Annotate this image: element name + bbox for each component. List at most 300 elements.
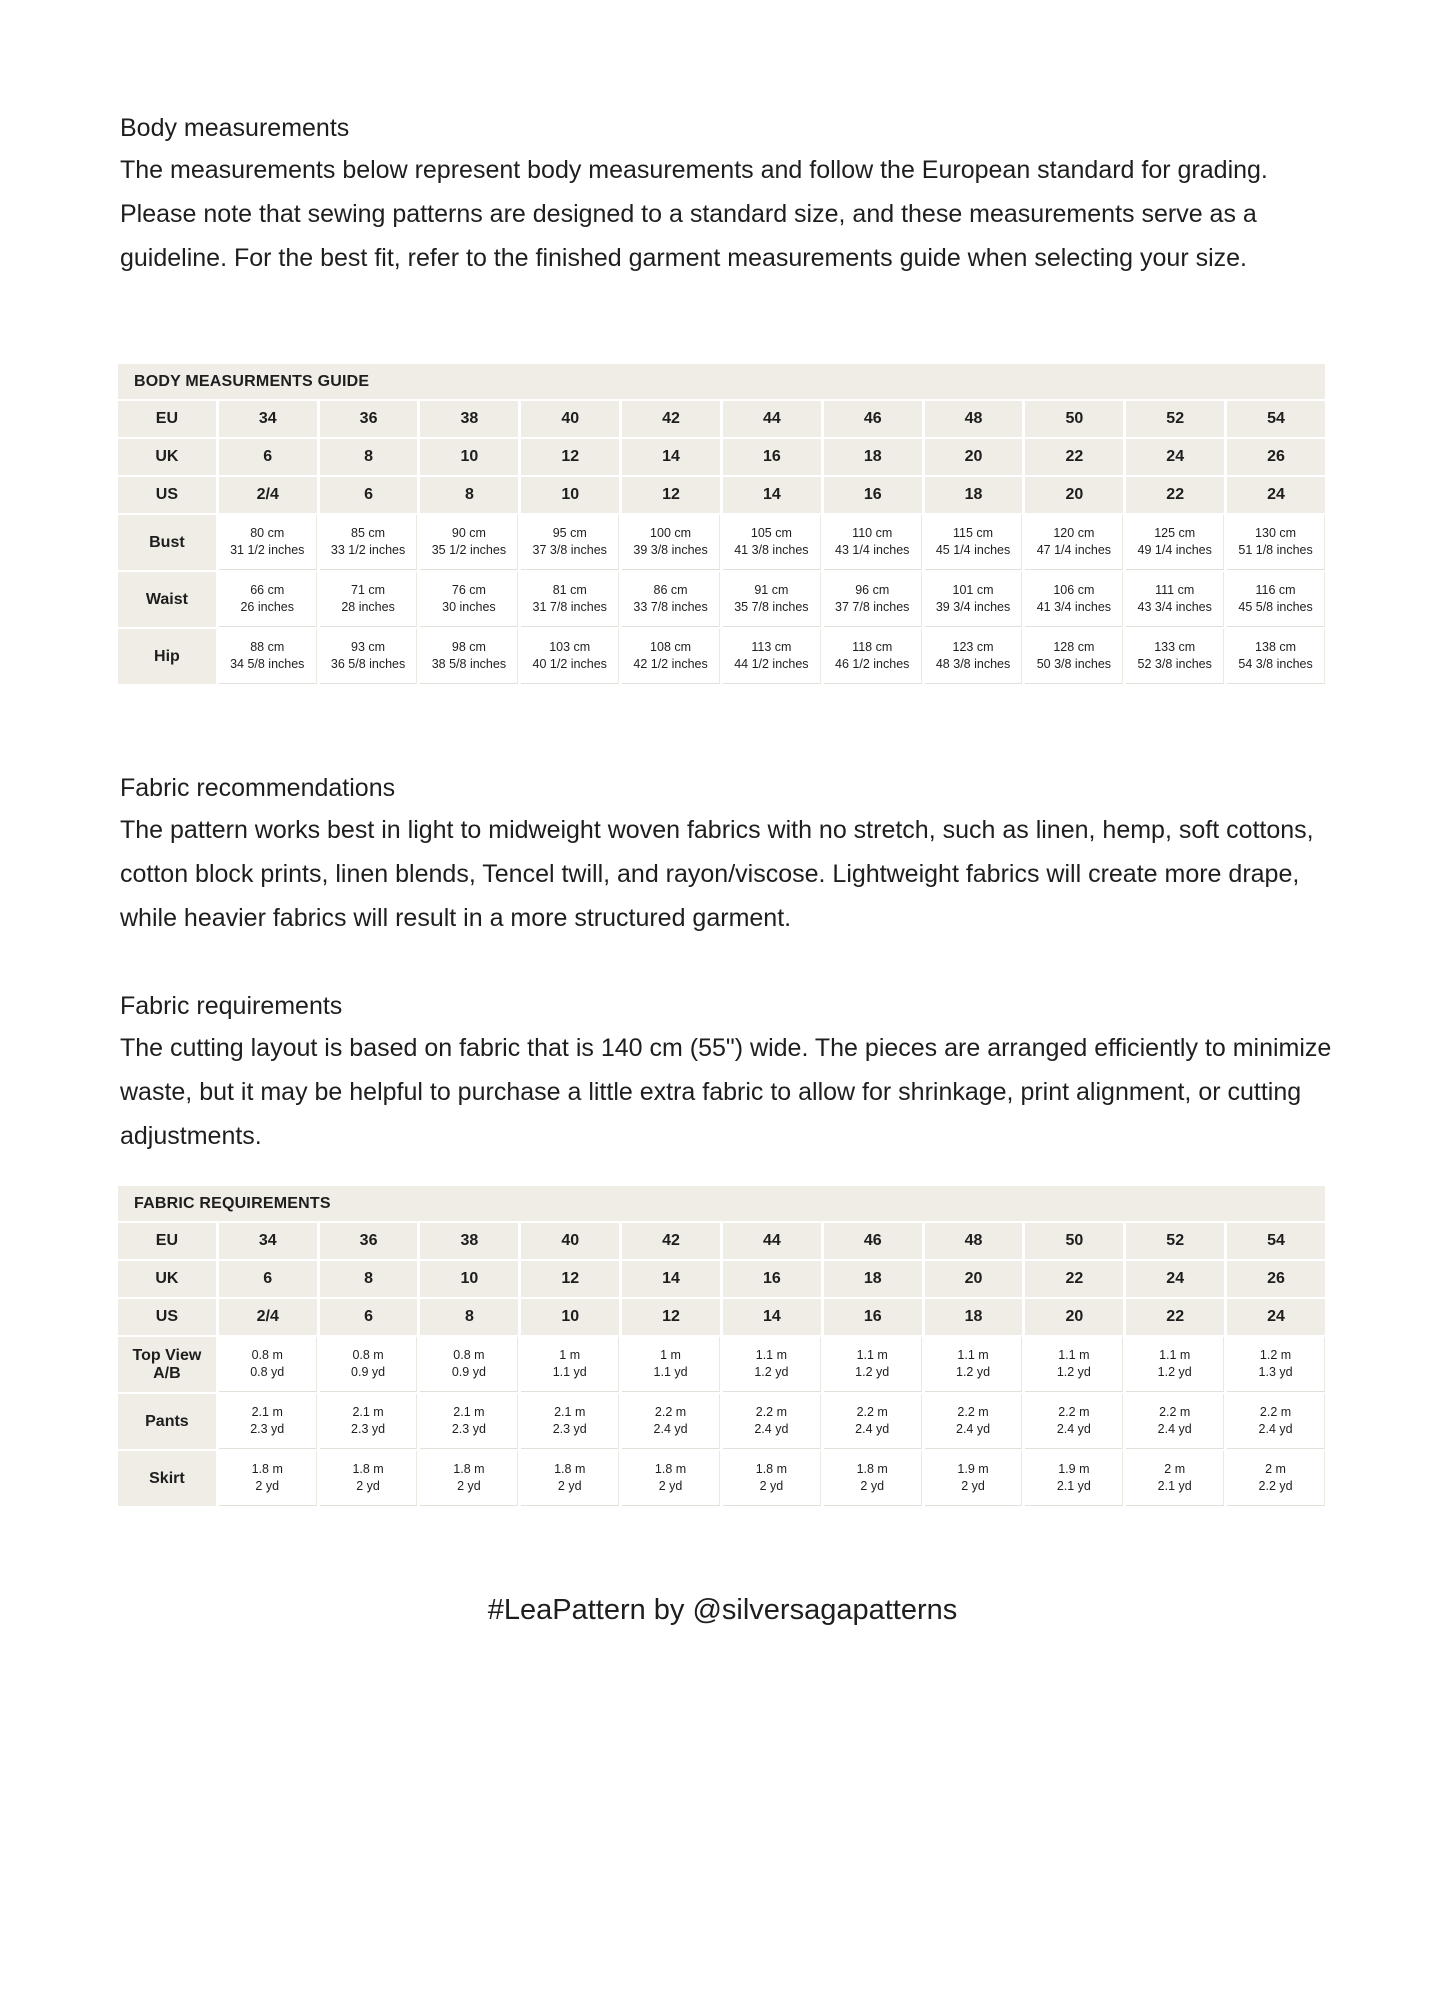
size-cell: 36 bbox=[320, 1223, 418, 1259]
metric-value: 106 cm bbox=[1053, 583, 1095, 597]
measurement-cell bbox=[1025, 572, 1123, 627]
size-row-eu bbox=[118, 401, 1325, 437]
row-label: Top View A/B bbox=[118, 1337, 216, 1392]
size-cell: 6 bbox=[320, 477, 418, 513]
imperial-value: 2.4 yd bbox=[653, 1422, 688, 1436]
size-cell: 34 bbox=[219, 401, 317, 437]
size-cell: 42 bbox=[622, 1223, 720, 1259]
metric-value: 130 cm bbox=[1255, 526, 1297, 540]
imperial-value: 0.8 yd bbox=[250, 1365, 285, 1379]
measurement-cell bbox=[1025, 1394, 1123, 1449]
size-cell: 10 bbox=[521, 1299, 619, 1335]
size-cell: 2/4 bbox=[219, 1299, 317, 1335]
size-cell: 14 bbox=[622, 1261, 720, 1297]
metric-value: 118 cm bbox=[852, 640, 893, 654]
metric-value: 110 cm bbox=[852, 526, 893, 540]
metric-value: 1.1 m bbox=[755, 1348, 788, 1362]
measure-row-bust bbox=[118, 515, 1325, 570]
measurement-cell bbox=[320, 1337, 418, 1392]
measurement-cell bbox=[824, 629, 922, 684]
metric-value: 1.8 m bbox=[755, 1462, 788, 1476]
size-cell: 6 bbox=[219, 1261, 317, 1297]
measurement-cell bbox=[219, 1451, 317, 1506]
metric-value: 86 cm bbox=[653, 583, 688, 597]
row-label: UK bbox=[118, 439, 216, 475]
measurement-cell bbox=[1025, 1451, 1123, 1506]
size-cell: 20 bbox=[1025, 1299, 1123, 1335]
imperial-value: 2 yd bbox=[557, 1479, 582, 1493]
measurement-cell bbox=[1126, 515, 1224, 570]
imperial-value: 26 inches bbox=[240, 600, 294, 614]
size-row-uk bbox=[118, 1261, 1325, 1297]
imperial-value: 2.3 yd bbox=[552, 1422, 587, 1436]
measurement-cell bbox=[925, 515, 1023, 570]
imperial-value: 1.2 yd bbox=[754, 1365, 789, 1379]
size-cell: 14 bbox=[723, 477, 821, 513]
imperial-value: 38 5/8 inches bbox=[431, 657, 507, 671]
metric-value: 1.1 m bbox=[957, 1348, 989, 1362]
imperial-value: 2 yd bbox=[356, 1479, 380, 1493]
imperial-value: 0.9 yd bbox=[451, 1365, 486, 1379]
metric-value: 2.2 m bbox=[755, 1405, 788, 1419]
imperial-value: 51 1/8 inches bbox=[1238, 543, 1313, 557]
imperial-value: 47 1/4 inches bbox=[1036, 543, 1112, 557]
metric-value: 1.9 m bbox=[957, 1462, 989, 1476]
imperial-value: 1.2 yd bbox=[855, 1365, 890, 1379]
size-cell: 16 bbox=[723, 1261, 821, 1297]
metric-value: 133 cm bbox=[1154, 640, 1196, 654]
footer-hashtag: #LeaPattern by @silversagapatterns bbox=[487, 1594, 958, 1626]
size-cell: 8 bbox=[320, 439, 418, 475]
measurement-cell bbox=[622, 1394, 720, 1449]
metric-value: 2.1 m bbox=[251, 1405, 283, 1419]
row-label: Skirt bbox=[118, 1451, 216, 1506]
measurement-cell bbox=[723, 515, 821, 570]
imperial-value: 28 inches bbox=[341, 600, 395, 614]
measurement-cell bbox=[420, 629, 518, 684]
metric-value: 1.8 m bbox=[453, 1462, 485, 1476]
row-label: EU bbox=[118, 401, 216, 437]
size-cell: 16 bbox=[824, 477, 922, 513]
size-cell: 6 bbox=[320, 1299, 418, 1335]
imperial-value: 2 yd bbox=[457, 1479, 481, 1493]
imperial-value: 40 1/2 inches bbox=[532, 657, 607, 671]
metric-value: 80 cm bbox=[250, 526, 285, 540]
metric-value: 101 cm bbox=[952, 583, 994, 597]
size-cell: 50 bbox=[1025, 401, 1123, 437]
imperial-value: 2.4 yd bbox=[754, 1422, 789, 1436]
size-cell: 12 bbox=[521, 439, 619, 475]
imperial-value: 41 3/8 inches bbox=[734, 543, 809, 557]
metric-value: 103 cm bbox=[549, 640, 591, 654]
size-cell: 14 bbox=[622, 439, 720, 475]
size-cell: 44 bbox=[723, 1223, 821, 1259]
measurement-cell bbox=[1126, 572, 1224, 627]
size-cell: 26 bbox=[1227, 439, 1325, 475]
size-cell: 36 bbox=[320, 401, 418, 437]
size-cell: 38 bbox=[420, 401, 518, 437]
imperial-value: 35 7/8 inches bbox=[734, 600, 809, 614]
measurement-cell bbox=[521, 515, 619, 570]
metric-value: 138 cm bbox=[1255, 640, 1297, 654]
imperial-value: 1.2 yd bbox=[1056, 1365, 1091, 1379]
body-measurements-table bbox=[115, 362, 1328, 686]
measurement-cell bbox=[521, 1394, 619, 1449]
size-cell: 8 bbox=[420, 477, 518, 513]
imperial-value: 2 yd bbox=[759, 1479, 784, 1493]
imperial-value: 49 1/4 inches bbox=[1137, 543, 1212, 557]
metric-value: 81 cm bbox=[552, 583, 587, 597]
metric-value: 123 cm bbox=[952, 640, 994, 654]
size-cell: 52 bbox=[1126, 1223, 1224, 1259]
size-cell: 44 bbox=[723, 401, 821, 437]
size-cell: 18 bbox=[925, 477, 1023, 513]
measurement-cell bbox=[925, 572, 1023, 627]
imperial-value: 36 5/8 inches bbox=[330, 657, 406, 671]
measurement-cell bbox=[420, 572, 518, 627]
measurement-cell bbox=[1227, 515, 1325, 570]
imperial-value: 2 yd bbox=[860, 1479, 885, 1493]
metric-value: 113 cm bbox=[751, 640, 792, 654]
measurement-cell bbox=[219, 515, 317, 570]
size-cell: 2/4 bbox=[219, 477, 317, 513]
measurement-cell bbox=[521, 572, 619, 627]
imperial-value: 50 3/8 inches bbox=[1036, 657, 1112, 671]
size-cell: 54 bbox=[1227, 401, 1325, 437]
size-cell: 20 bbox=[925, 439, 1023, 475]
row-label: US bbox=[118, 477, 216, 513]
body-measurements-heading: Body measurements bbox=[120, 114, 350, 142]
measurement-cell bbox=[219, 1337, 317, 1392]
imperial-value: 44 1/2 inches bbox=[734, 657, 809, 671]
measurement-cell bbox=[622, 1451, 720, 1506]
measurement-cell bbox=[824, 1451, 922, 1506]
imperial-value: 43 1/4 inches bbox=[835, 543, 910, 557]
metric-value: 128 cm bbox=[1053, 640, 1095, 654]
measurement-cell bbox=[723, 1394, 821, 1449]
metric-value: 2.1 m bbox=[554, 1405, 586, 1419]
body-measurements-section bbox=[120, 112, 1345, 280]
row-label: Pants bbox=[118, 1394, 216, 1449]
measurement-cell bbox=[723, 1337, 821, 1392]
imperial-value: 2.3 yd bbox=[351, 1422, 386, 1436]
size-cell: 48 bbox=[925, 1223, 1023, 1259]
size-cell: 24 bbox=[1126, 1261, 1224, 1297]
imperial-value: 1.1 yd bbox=[653, 1365, 688, 1379]
size-cell: 38 bbox=[420, 1223, 518, 1259]
measurement-cell bbox=[219, 572, 317, 627]
imperial-value: 2 yd bbox=[658, 1479, 683, 1493]
metric-value: 1.2 m bbox=[1259, 1348, 1292, 1362]
imperial-value: 2.3 yd bbox=[451, 1422, 486, 1436]
metric-value: 0.8 m bbox=[251, 1348, 283, 1362]
metric-value: 1.9 m bbox=[1058, 1462, 1090, 1476]
imperial-value: 2.4 yd bbox=[1157, 1422, 1192, 1436]
size-row-us bbox=[118, 477, 1325, 513]
size-cell: 40 bbox=[521, 1223, 619, 1259]
measurement-cell bbox=[1025, 515, 1123, 570]
imperial-value: 45 5/8 inches bbox=[1238, 600, 1313, 614]
size-cell: 34 bbox=[219, 1223, 317, 1259]
metric-value: 1.1 m bbox=[856, 1348, 888, 1362]
size-cell: 8 bbox=[320, 1261, 418, 1297]
imperial-value: 2.4 yd bbox=[1056, 1422, 1091, 1436]
size-row-us bbox=[118, 1299, 1325, 1335]
size-cell: 10 bbox=[521, 477, 619, 513]
size-cell: 22 bbox=[1025, 1261, 1123, 1297]
imperial-value: 2 yd bbox=[255, 1479, 280, 1493]
size-cell: 6 bbox=[219, 439, 317, 475]
measurement-cell bbox=[622, 572, 720, 627]
measurement-cell bbox=[320, 572, 418, 627]
metric-value: 2.2 m bbox=[957, 1405, 989, 1419]
imperial-value: 2 yd bbox=[961, 1479, 985, 1493]
metric-value: 115 cm bbox=[953, 526, 994, 540]
imperial-value: 33 1/2 inches bbox=[330, 543, 406, 557]
metric-value: 2.1 m bbox=[352, 1405, 384, 1419]
measurement-cell bbox=[925, 629, 1023, 684]
metric-value: 0.8 m bbox=[352, 1348, 384, 1362]
size-cell: 8 bbox=[420, 1299, 518, 1335]
size-cell: 22 bbox=[1126, 477, 1224, 513]
imperial-value: 1.1 yd bbox=[552, 1365, 587, 1379]
metric-value: 2 m bbox=[1265, 1462, 1286, 1476]
metric-value: 96 cm bbox=[855, 583, 890, 597]
measurement-cell bbox=[420, 515, 518, 570]
body-measurements-text: The measurements below represent body measurements and follow the European standard for grading. Please note that sewing patterns are designed to a standard size, and these measurements serve as a guideline. For the best fit, refer to the finished garment measurements guide when selecting your size. bbox=[120, 156, 1268, 272]
metric-value: 2.1 m bbox=[453, 1405, 485, 1419]
metric-value: 111 cm bbox=[1155, 583, 1195, 597]
measurement-cell bbox=[320, 1451, 418, 1506]
size-cell: 24 bbox=[1227, 477, 1325, 513]
imperial-value: 35 1/2 inches bbox=[431, 543, 507, 557]
imperial-value: 2.3 yd bbox=[250, 1422, 285, 1436]
metric-value: 1.1 m bbox=[1159, 1348, 1191, 1362]
imperial-value: 48 3/8 inches bbox=[935, 657, 1011, 671]
metric-value: 98 cm bbox=[451, 640, 486, 654]
measurement-cell bbox=[622, 515, 720, 570]
metric-value: 95 cm bbox=[552, 526, 587, 540]
size-cell: 52 bbox=[1126, 401, 1224, 437]
measurement-cell bbox=[925, 1451, 1023, 1506]
size-cell: 46 bbox=[824, 401, 922, 437]
size-row-eu bbox=[118, 1223, 1325, 1259]
size-cell: 42 bbox=[622, 401, 720, 437]
metric-value: 120 cm bbox=[1053, 526, 1095, 540]
metric-value: 66 cm bbox=[250, 583, 285, 597]
size-cell: 22 bbox=[1126, 1299, 1224, 1335]
size-cell: 50 bbox=[1025, 1223, 1123, 1259]
row-label: US bbox=[118, 1299, 216, 1335]
measurement-cell bbox=[1126, 1337, 1224, 1392]
row-label: Bust bbox=[118, 515, 216, 570]
metric-value: 2 m bbox=[1164, 1462, 1186, 1476]
metric-value: 100 cm bbox=[650, 526, 692, 540]
size-cell: 22 bbox=[1025, 439, 1123, 475]
size-cell: 10 bbox=[420, 1261, 518, 1297]
measurement-cell bbox=[1126, 1394, 1224, 1449]
metric-value: 2.2 m bbox=[654, 1405, 687, 1419]
imperial-value: 34 5/8 inches bbox=[230, 657, 305, 671]
size-cell: 16 bbox=[824, 1299, 922, 1335]
metric-value: 125 cm bbox=[1154, 526, 1196, 540]
measurement-cell bbox=[1227, 572, 1325, 627]
imperial-value: 39 3/4 inches bbox=[935, 600, 1011, 614]
metric-value: 1.8 m bbox=[352, 1462, 384, 1476]
imperial-value: 46 1/2 inches bbox=[835, 657, 910, 671]
metric-value: 91 cm bbox=[754, 583, 789, 597]
imperial-value: 39 3/8 inches bbox=[633, 543, 708, 557]
imperial-value: 41 3/4 inches bbox=[1036, 600, 1112, 614]
imperial-value: 2.4 yd bbox=[855, 1422, 890, 1436]
measurement-cell bbox=[521, 629, 619, 684]
fabric-requirements-section bbox=[120, 990, 1345, 1158]
body-table-title: BODY MEASURMENTS GUIDE bbox=[118, 364, 1325, 399]
measurement-cell bbox=[723, 572, 821, 627]
row-label: UK bbox=[118, 1261, 216, 1297]
imperial-value: 31 7/8 inches bbox=[532, 600, 607, 614]
size-cell: 20 bbox=[1025, 477, 1123, 513]
measurement-cell bbox=[723, 629, 821, 684]
size-cell: 24 bbox=[1227, 1299, 1325, 1335]
row-label: Hip bbox=[118, 629, 216, 684]
fabric-requirements-text: The cutting layout is based on fabric that is 140 cm (55") wide. The pieces are arranged efficiently to minimize waste, but it may be helpful to purchase a little extra fabric to allow for shrinkage, print alignment, or cutting adjustments. bbox=[120, 1034, 1332, 1150]
size-cell: 16 bbox=[723, 439, 821, 475]
metric-value: 1.1 m bbox=[1058, 1348, 1090, 1362]
size-cell: 24 bbox=[1126, 439, 1224, 475]
metric-value: 116 cm bbox=[1255, 583, 1296, 597]
fabric-recommendations-section bbox=[120, 772, 1345, 940]
imperial-value: 1.2 yd bbox=[956, 1365, 991, 1379]
measurement-cell bbox=[1227, 1451, 1325, 1506]
metric-value: 0.8 m bbox=[453, 1348, 485, 1362]
measure-row-pants bbox=[118, 1394, 1325, 1449]
size-cell: 48 bbox=[925, 401, 1023, 437]
metric-value: 105 cm bbox=[750, 526, 792, 540]
measurement-cell bbox=[622, 1337, 720, 1392]
metric-value: 90 cm bbox=[451, 526, 486, 540]
imperial-value: 30 inches bbox=[442, 600, 496, 614]
fabric-table-title: FABRIC REQUIREMENTS bbox=[118, 1186, 1325, 1221]
measurement-cell bbox=[521, 1337, 619, 1392]
measurement-cell bbox=[420, 1337, 518, 1392]
measure-row-waist bbox=[118, 572, 1325, 627]
measurement-cell bbox=[1227, 1394, 1325, 1449]
measurement-cell bbox=[1227, 629, 1325, 684]
measurement-cell bbox=[1227, 1337, 1325, 1392]
imperial-value: 37 3/8 inches bbox=[532, 543, 607, 557]
measurement-cell bbox=[521, 1451, 619, 1506]
imperial-value: 43 3/4 inches bbox=[1137, 600, 1212, 614]
imperial-value: 2.1 yd bbox=[1056, 1479, 1091, 1493]
size-cell: 12 bbox=[521, 1261, 619, 1297]
measurement-cell bbox=[925, 1394, 1023, 1449]
metric-value: 2.2 m bbox=[1159, 1405, 1191, 1419]
measurement-cell bbox=[824, 1337, 922, 1392]
imperial-value: 1.3 yd bbox=[1258, 1365, 1293, 1379]
measurement-cell bbox=[420, 1394, 518, 1449]
metric-value: 88 cm bbox=[250, 640, 285, 654]
imperial-value: 33 7/8 inches bbox=[633, 600, 708, 614]
fabric-requirements-table bbox=[115, 1184, 1328, 1508]
imperial-value: 45 1/4 inches bbox=[935, 543, 1011, 557]
measurement-cell bbox=[1126, 629, 1224, 684]
measurement-cell bbox=[1025, 629, 1123, 684]
fabric-recommendations-text: The pattern works best in light to midweight woven fabrics with no stretch, such as linen, hemp, soft cottons, cotton block prints, linen blends, Tencel twill, and rayon/viscose. Lightweight fabrics will create more drape, while heavier fabrics will result in a more structured garment. bbox=[120, 816, 1314, 932]
imperial-value: 2.4 yd bbox=[956, 1422, 991, 1436]
measurement-cell bbox=[1025, 1337, 1123, 1392]
measure-row-hip bbox=[118, 629, 1325, 684]
imperial-value: 52 3/8 inches bbox=[1137, 657, 1212, 671]
metric-value: 1.8 m bbox=[554, 1462, 586, 1476]
metric-value: 1.8 m bbox=[251, 1462, 283, 1476]
measurement-cell bbox=[219, 1394, 317, 1449]
metric-value: 1.8 m bbox=[654, 1462, 687, 1476]
fabric-recommendations-heading: Fabric recommendations bbox=[120, 774, 396, 802]
imperial-value: 0.9 yd bbox=[351, 1365, 386, 1379]
size-row-uk bbox=[118, 439, 1325, 475]
measurement-cell bbox=[320, 515, 418, 570]
fabric-requirements-heading: Fabric requirements bbox=[120, 992, 343, 1020]
metric-value: 1 m bbox=[559, 1348, 581, 1362]
measurement-cell bbox=[824, 1394, 922, 1449]
imperial-value: 37 7/8 inches bbox=[835, 600, 910, 614]
measurement-cell bbox=[925, 1337, 1023, 1392]
metric-value: 76 cm bbox=[451, 583, 486, 597]
metric-value: 2.2 m bbox=[1259, 1405, 1292, 1419]
measurement-cell bbox=[320, 1394, 418, 1449]
metric-value: 1.8 m bbox=[856, 1462, 888, 1476]
measurement-cell bbox=[622, 629, 720, 684]
imperial-value: 2.4 yd bbox=[1258, 1422, 1293, 1436]
size-cell: 12 bbox=[622, 1299, 720, 1335]
metric-value: 2.2 m bbox=[856, 1405, 888, 1419]
imperial-value: 2.2 yd bbox=[1258, 1479, 1293, 1493]
imperial-value: 2.1 yd bbox=[1157, 1479, 1192, 1493]
measurement-cell bbox=[420, 1451, 518, 1506]
size-cell: 26 bbox=[1227, 1261, 1325, 1297]
measurement-cell bbox=[723, 1451, 821, 1506]
size-cell: 18 bbox=[824, 439, 922, 475]
metric-value: 71 cm bbox=[351, 583, 386, 597]
measure-row-top-view-a-b bbox=[118, 1337, 1325, 1392]
size-cell: 18 bbox=[925, 1299, 1023, 1335]
size-cell: 46 bbox=[824, 1223, 922, 1259]
imperial-value: 42 1/2 inches bbox=[633, 657, 708, 671]
metric-value: 1 m bbox=[660, 1348, 681, 1362]
row-label: EU bbox=[118, 1223, 216, 1259]
measure-row-skirt bbox=[118, 1451, 1325, 1506]
size-cell: 40 bbox=[521, 401, 619, 437]
size-cell: 20 bbox=[925, 1261, 1023, 1297]
measurement-cell bbox=[824, 515, 922, 570]
row-label: Waist bbox=[118, 572, 216, 627]
size-cell: 54 bbox=[1227, 1223, 1325, 1259]
measurement-cell bbox=[320, 629, 418, 684]
metric-value: 93 cm bbox=[351, 640, 386, 654]
size-cell: 12 bbox=[622, 477, 720, 513]
size-cell: 10 bbox=[420, 439, 518, 475]
size-cell: 14 bbox=[723, 1299, 821, 1335]
size-cell: 18 bbox=[824, 1261, 922, 1297]
measurement-cell bbox=[1126, 1451, 1224, 1506]
imperial-value: 1.2 yd bbox=[1157, 1365, 1192, 1379]
metric-value: 2.2 m bbox=[1058, 1405, 1090, 1419]
imperial-value: 31 1/2 inches bbox=[230, 543, 305, 557]
measurement-cell bbox=[824, 572, 922, 627]
imperial-value: 54 3/8 inches bbox=[1238, 657, 1313, 671]
metric-value: 85 cm bbox=[351, 526, 386, 540]
